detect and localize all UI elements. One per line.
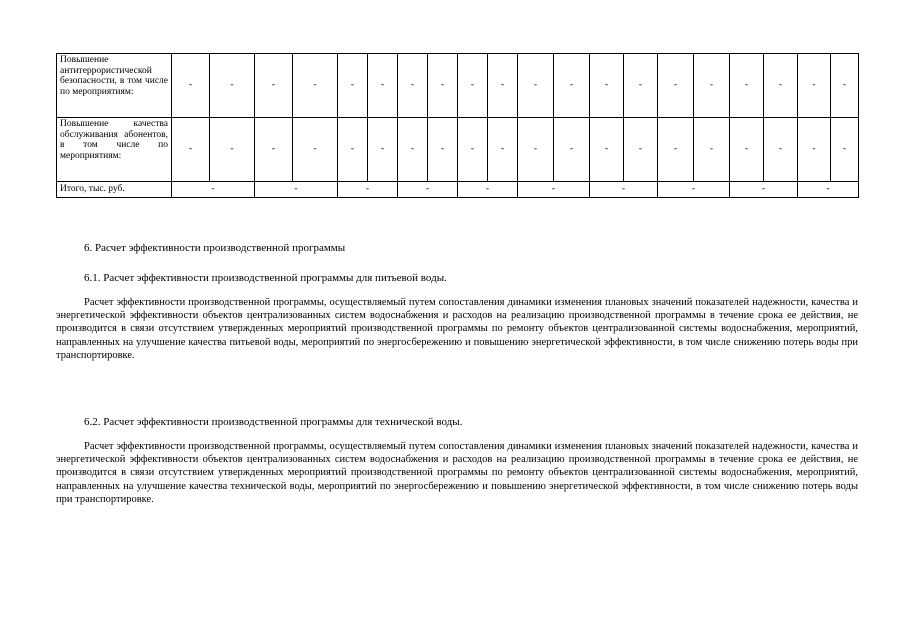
table-cell: - [798, 54, 831, 118]
table-cell: - [458, 118, 488, 182]
total-label: Итого, тыс. руб. [57, 182, 172, 198]
total-cell: - [798, 182, 859, 198]
table-cell: - [338, 118, 368, 182]
table-cell: - [338, 54, 368, 118]
section-6-2-heading: 6.2. Расчет эффективности производственной программы для технической воды. [84, 416, 463, 428]
total-cell: - [730, 182, 798, 198]
table-cell: - [368, 118, 398, 182]
table-cell: - [368, 54, 398, 118]
table-cell: - [210, 54, 255, 118]
table-cell: - [624, 54, 658, 118]
total-cell: - [338, 182, 398, 198]
table-cell: - [831, 118, 859, 182]
section-6-heading: 6. Расчет эффективности производственной программы [84, 242, 346, 254]
row-label: Повышение антитеррористической безопасности, в том числе по мероприятиям: [57, 54, 172, 118]
table-cell: - [255, 118, 293, 182]
table-cell: - [210, 118, 255, 182]
table-cell: - [518, 118, 554, 182]
table-cell: - [764, 54, 798, 118]
table-row [57, 118, 859, 182]
table-cell: - [488, 118, 518, 182]
table-cell: - [831, 54, 859, 118]
table-cell: - [255, 54, 293, 118]
table-cell: - [554, 54, 590, 118]
table-cell: - [798, 118, 831, 182]
measures-table [56, 53, 859, 198]
table-cell: - [694, 118, 730, 182]
table-row-total [57, 182, 859, 198]
table-cell: - [428, 118, 458, 182]
table-cell: - [694, 54, 730, 118]
total-cell: - [458, 182, 518, 198]
table-cell: - [658, 118, 694, 182]
section-6-1-heading: 6.1. Расчет эффективности производственной программы для питьевой воды. [84, 272, 447, 284]
total-cell: - [255, 182, 338, 198]
total-cell: - [518, 182, 590, 198]
table-cell: - [590, 54, 624, 118]
table-cell: - [398, 54, 428, 118]
row-label: Повышение качества обслуживания абонентов, в том числе по мероприятиям: [57, 118, 172, 182]
table-cell: - [764, 118, 798, 182]
table-cell: - [293, 54, 338, 118]
table-cell: - [293, 118, 338, 182]
table-cell: - [658, 54, 694, 118]
total-cell: - [398, 182, 458, 198]
table-cell: - [488, 54, 518, 118]
table-cell: - [590, 118, 624, 182]
table-cell: - [428, 54, 458, 118]
table-cell: - [458, 54, 488, 118]
table-cell: - [624, 118, 658, 182]
table-row [57, 54, 859, 118]
total-cell: - [658, 182, 730, 198]
table-cell: - [398, 118, 428, 182]
table-cell: - [554, 118, 590, 182]
table-cell: - [730, 54, 764, 118]
section-6-1-paragraph: Расчет эффективности производственной программы, осуществляемый путем сопоставления динамики изменения плановых значений показателей надежности, качества и энергетической эффективности объектов централизованных систем водоснабжения и расходов на реализацию производственной программы в течение срока ее действия, не производится в связи отсутствием утвержденных мероприятий производственной программы по ремонту объектов централизованной системы водоснабжения, мероприятий, направленных на улучшение качества питьевой воды, мероприятий по энергосбережению и повышению энергетической эффективности, в том числе снижению потерь воды при транспортировке. [56, 297, 858, 361]
total-cell: - [172, 182, 255, 198]
section-6-2-paragraph: Расчет эффективности производственной программы, осуществляемый путем сопоставления динамики изменения плановых значений показателей надежности, качества и энергетической эффективности объектов централизованных систем водоснабжения и расходов на реализацию производственной программы в течение срока ее действия, не производится в связи отсутствием утвержденных мероприятий производственной программы по ремонту объектов централизованной системы водоснабжения, мероприятий, направленных на улучшение качества технической воды, мероприятий по энергосбережению и повышению энергетической эффективности, в том числе снижению потерь воды при транспортировке. [56, 441, 858, 505]
table-cell: - [172, 118, 210, 182]
total-cell: - [590, 182, 658, 198]
table-cell: - [172, 54, 210, 118]
table-cell: - [730, 118, 764, 182]
table-cell: - [518, 54, 554, 118]
